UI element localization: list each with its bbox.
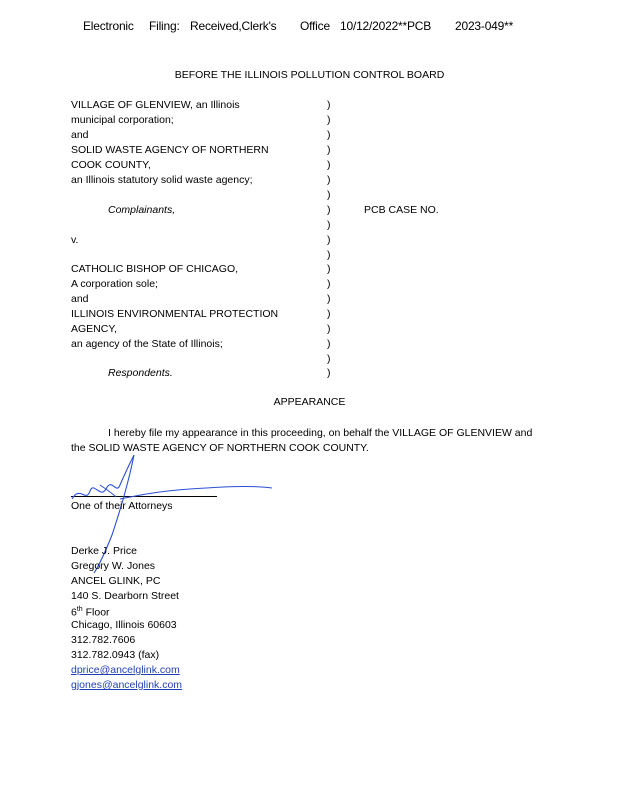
versus: v.: [71, 234, 79, 246]
respondent-line: A corporation sole;: [71, 278, 158, 290]
complainant-line: VILLAGE OF GLENVIEW, an Illinois: [71, 99, 240, 111]
city-state-zip: Chicago, Illinois 60603: [71, 619, 177, 631]
complainant-line: SOLID WASTE AGENCY OF NORTHERN: [71, 144, 269, 156]
phone-number: 312.782.7606: [71, 634, 136, 646]
respondents-label: Respondents.: [108, 367, 173, 379]
street-address: 140 S. Dearborn Street: [71, 590, 179, 602]
header-office: Office: [300, 19, 330, 33]
paren: ): [327, 249, 331, 261]
paren: ): [327, 323, 331, 335]
paren: ): [327, 234, 331, 246]
paren: ): [327, 338, 331, 350]
fax-number: 312.782.0943 (fax): [71, 649, 160, 661]
paren: ): [327, 159, 331, 171]
appearance-body-line1: I hereby file my appearance in this proceeding, on behalf the VILLAGE OF GLENVIEW and: [108, 427, 533, 439]
board-title: BEFORE THE ILLINOIS POLLUTION CONTROL BOARD: [174, 69, 445, 81]
paren: ): [327, 263, 331, 275]
appearance-body-line2: the SOLID WASTE AGENCY OF NORTHERN COOK COUNTY.: [71, 442, 369, 454]
attorney-name-2: Gregory W. Jones: [71, 560, 156, 572]
paren: ): [327, 293, 331, 305]
paren: ): [327, 144, 331, 156]
paren: ): [327, 204, 331, 216]
case-number-label: PCB CASE NO.: [364, 204, 439, 216]
complainant-line: an Illinois statutory solid waste agency;: [71, 174, 253, 186]
header-electronic: Electronic: [83, 19, 134, 33]
email-link-1-wrap: [71, 663, 180, 678]
email-link-1[interactable]: dprice@ancelglink.com: [71, 664, 180, 676]
paren: ): [327, 129, 331, 141]
firm-name: ANCEL GLINK, PC: [71, 575, 161, 587]
complainant-line: and: [71, 129, 89, 141]
complainant-line: COOK COUNTY,: [71, 159, 151, 171]
header-case: 2023-049**: [455, 19, 514, 33]
paren: ): [327, 99, 331, 111]
paren: ): [327, 174, 331, 186]
complainant-line: municipal corporation;: [71, 114, 174, 126]
appearance-title: APPEARANCE: [273, 396, 346, 408]
floor-number: 6: [71, 606, 77, 619]
header-filing: Filing:: [149, 19, 180, 33]
header-date: 10/12/2022**PCB: [340, 19, 432, 33]
floor-suffix: th: [76, 606, 83, 613]
paren: ): [327, 219, 331, 231]
complainants-label: Complainants,: [108, 204, 176, 216]
respondent-line: CATHOLIC BISHOP OF CHICAGO,: [71, 263, 239, 275]
floor-word: Floor: [85, 606, 110, 619]
respondent-line: AGENCY,: [71, 323, 117, 335]
paren: ): [327, 278, 331, 290]
paren: ): [327, 189, 331, 201]
email-link-2-wrap: [71, 678, 182, 693]
paren: ): [327, 367, 331, 379]
paren: ): [327, 353, 331, 365]
paren: ): [327, 114, 331, 126]
header-received: Received,Clerk's: [190, 19, 277, 33]
respondent-line: an agency of the State of Illinois;: [71, 338, 223, 350]
respondent-line: and: [71, 293, 89, 305]
respondent-line: ILLINOIS ENVIRONMENTAL PROTECTION: [71, 308, 279, 320]
signature-label: One of their Attorneys: [71, 500, 173, 512]
email-link-2[interactable]: gjones@ancelglink.com: [71, 679, 183, 691]
paren: ): [327, 308, 331, 320]
attorney-name-1: Derke J. Price: [71, 545, 137, 557]
